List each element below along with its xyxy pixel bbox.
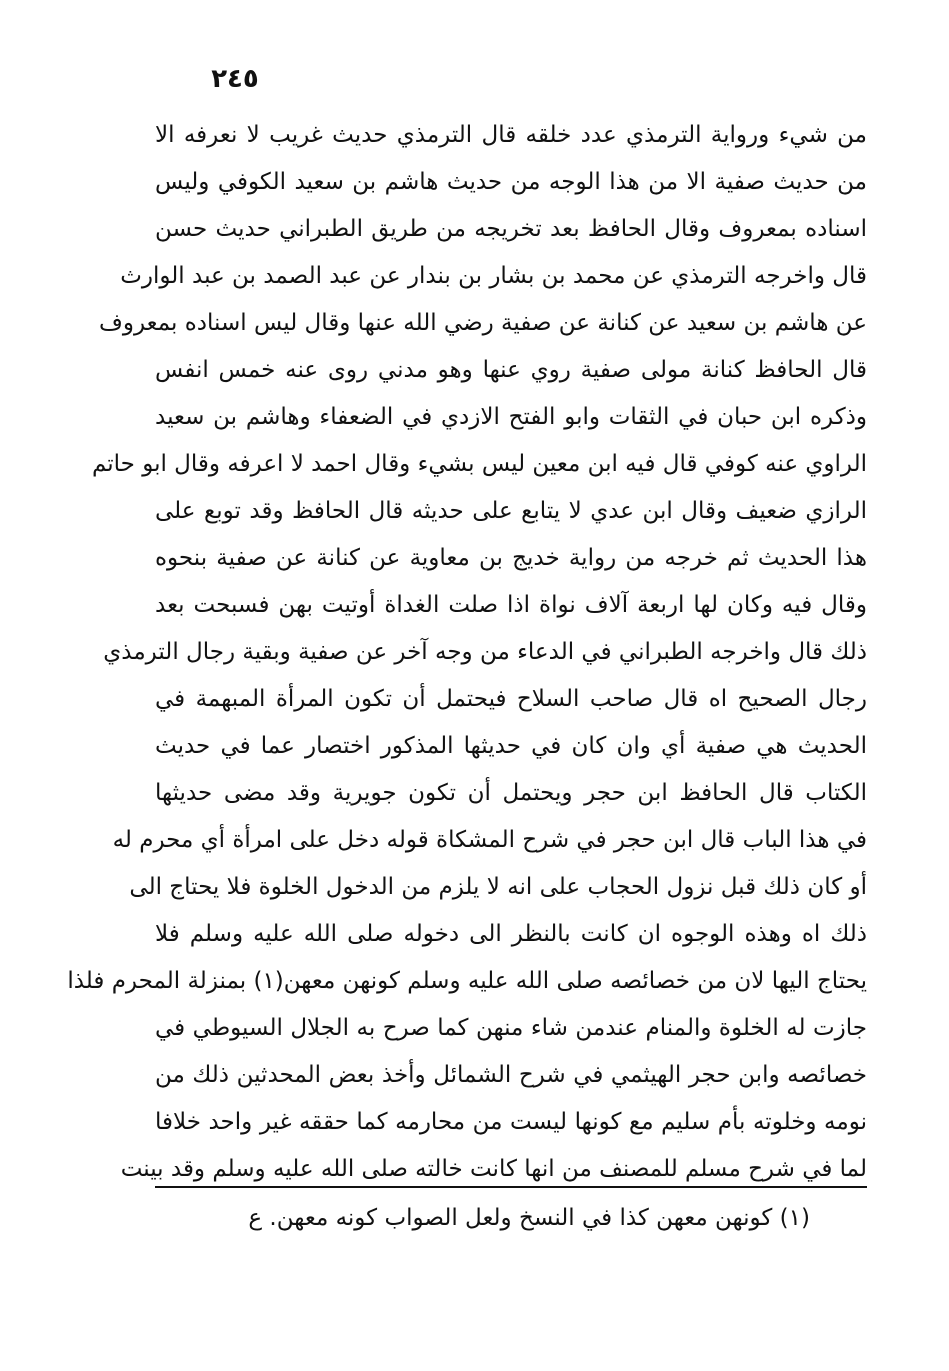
text-line: يحتاج اليها لان من خصائصه صلى الله عليه وسلم كونهن معهن(١) بمنزلة المحرم فلذا [67,968,867,994]
text-line: نومه وخلوته بأم سليم مع كونها ليست من محارمه كما حققه غير واحد خلافا [155,1109,867,1135]
text-line: أو كان ذلك قبل نزول الحجاب على انه لا يلزم من الدخول الخلوة فلا يحتاج الى [129,874,867,900]
text-line: لما في شرح مسلم للمصنف من انها كانت خالته صلى الله عليه وسلم وقد بينت [120,1156,867,1182]
text-line: جازت له الخلوة والمنام عندمن شاء منهن كما صرح به الجلال السيوطي في [155,1015,867,1041]
text-line: ذلك قال واخرجه الطبراني في الدعاء من وجه آخر عن صفية وبقية رجال الترمذي [103,639,867,665]
text-line: قال الحافظ كنانة مولى صفية روي عنها وهو مدني روى عنه خمس انفس [155,357,867,383]
text-line: قال واخرجه الترمذي عن محمد بن بشار بن بندار عن عبد الصمد بن عبد الوارث [120,263,867,289]
body-text [67,112,867,1193]
text-line: عن هاشم بن سعيد عن كنانة عن صفية رضي الله عنها وقال ليس اسناده بمعروف [99,310,867,336]
text-line: من حديث صفية الا من هذا الوجه من حديث هاشم بن سعيد الكوفي وليس [155,169,867,195]
footnote-divider [155,1186,867,1188]
text-line: اسناده بمعروف وقال الحافظ بعد تخريجه من طريق الطبراني حديث حسن [155,216,867,242]
text-line: وذكره ابن حبان في الثقات وابو الفتح الازدي في الضعفاء وهاشم بن سعيد [155,404,867,430]
text-line: خصائصه وابن حجر الهيثمي في شرح الشمائل وأخذ بعض المحدثين ذلك من [155,1062,867,1088]
text-line: الكتاب قال الحافظ ابن حجر ويحتمل أن تكون جويرية وقد مضى حديثها [155,780,867,806]
text-line: رجال الصحيح اه قال صاحب السلاح فيحتمل أن تكون المرأة المبهمة في [155,686,867,712]
page-number: ٢٤٥ [211,64,259,94]
footnote: (١) كونهن معهن كذا في النسخ ولعل الصواب كونه معهن. ع [248,1205,810,1231]
text-line: ذلك اه وهذه الوجوه ان كانت بالنظر الى دخوله صلى الله عليه وسلم فلا [155,921,867,947]
text-line: الحديث هي صفية أي وان كان في حديثها المذكور اختصار عما في حديث [155,733,867,759]
text-line: هذا الحديث ثم خرجه من رواية خديج بن معاوية عن كنانة عن صفية بنحوه [155,545,867,571]
text-line: الرازي ضعيف وقال ابن عدي لا يتابع على حديثه قال الحافظ وقد توبع على [155,498,867,524]
text-line: في هذا الباب قال ابن حجر في شرح المشكاة قوله دخل على امرأة أي محرم له [112,827,867,853]
text-line: الراوي عنه كوفي قال فيه ابن معين ليس بشيء وقال احمد لا اعرفه وقال ابو حاتم [91,451,867,477]
text-line: وقال فيه وكان لها اربعة آلاف نواة اذا صلت الغداة أوتيت بهن فسبحت بعد [155,592,867,618]
text-line: من شيء ورواية الترمذي عدد خلقه قال الترمذي حديث غريب لا نعرفه الا [155,122,867,148]
